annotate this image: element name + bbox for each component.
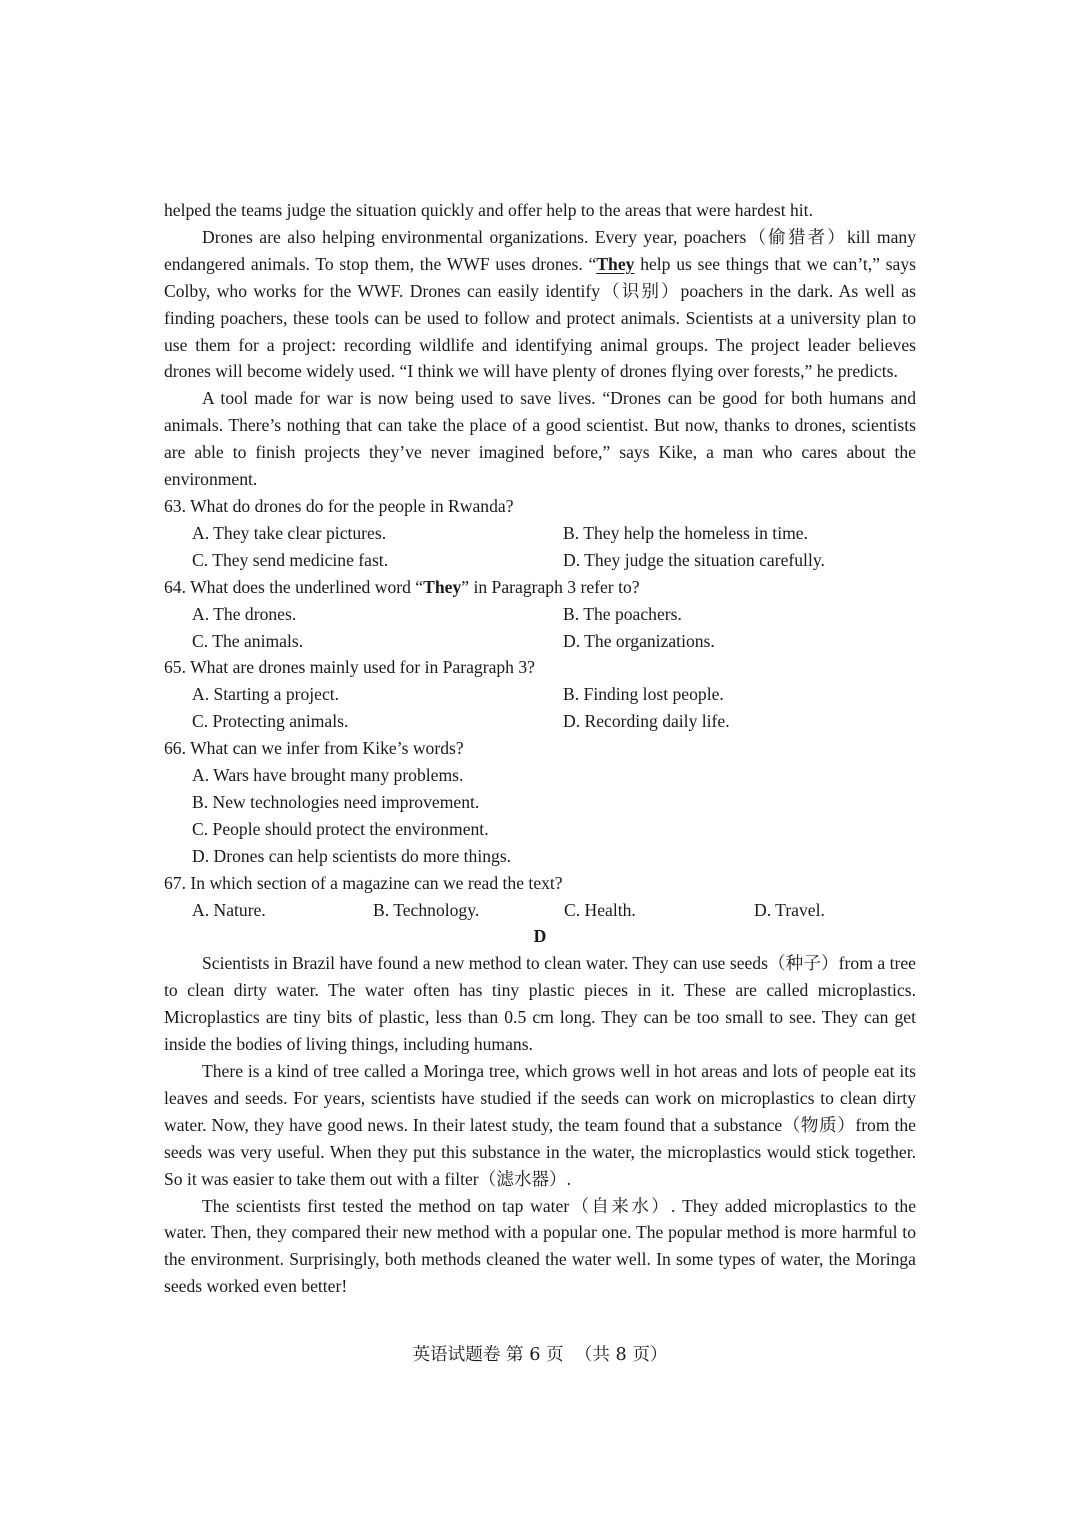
stem-text-after: ” in Paragraph 3 refer to? <box>461 576 640 597</box>
option-d[interactable]: D. They judge the situation carefully. <box>563 549 825 570</box>
question-options <box>164 601 916 655</box>
stem-text-before: 64. What does the underlined word “ <box>164 576 424 597</box>
question-stem: 65. What are drones mainly used for in Paragraph 3? <box>164 657 535 678</box>
question-65 <box>164 654 916 735</box>
paragraph-3-text-after: help us see things that we can’t,” says Colby, who works for the WWF. Drones can easily identify（识别）poachers in the dark. As well as finding poachers, these tools can be used to follow and protect animals. Scientists at a university plan to use them for a project: recording wildlife and identifying animal groups. The project leader believes drones will become widely used. “I think we will have plenty of drones flying over forests,” he predicts. <box>164 253 916 382</box>
option-a[interactable]: A. Nature. <box>192 899 266 920</box>
option-b[interactable]: B. Technology. <box>373 899 480 920</box>
option-b[interactable]: B. Finding lost people. <box>563 684 724 705</box>
exam-page-content <box>164 197 916 1300</box>
option-c[interactable]: C. People should protect the environment. <box>192 818 489 839</box>
option-b[interactable]: B. They help the homeless in time. <box>563 522 808 543</box>
passage-c-paragraph-4: A tool made for war is now being used to save lives. “Drones can be good for both humans and animals. There’s nothing that can take the place of a good scientist. But now, thanks to drones, scientists are able to finish projects they’ve never imagined before,” says Kike, a man who cares about the environment. <box>164 388 916 490</box>
option-a[interactable]: A. Wars have brought many problems. <box>192 765 464 786</box>
option-d[interactable]: D. Travel. <box>754 899 825 920</box>
option-c[interactable]: C. Protecting animals. <box>192 711 349 732</box>
option-b[interactable]: B. New technologies need improvement. <box>192 791 480 812</box>
question-options <box>164 762 916 870</box>
passage-c-paragraph-2-end: helped the teams judge the situation quickly and offer help to the areas that were hardest hit. <box>164 200 813 220</box>
option-d[interactable]: D. Recording daily life. <box>563 711 730 732</box>
question-options <box>164 520 916 574</box>
option-a[interactable]: A. Starting a project. <box>192 684 340 705</box>
option-c[interactable]: C. Health. <box>564 899 636 920</box>
question-stem <box>164 574 916 601</box>
stem-bold-word: They <box>423 576 462 597</box>
question-67 <box>164 870 916 924</box>
passage-d-paragraph-3: The scientists first tested the method on tap water（自来水）. They added microplastics to the water. Then, they compared their new method with a popular one. The popular method is more harmful to the environment. Surprisingly, both methods cleaned the water well. In some types of water, the Moringa seeds worked even better! <box>164 1195 916 1297</box>
question-63 <box>164 493 916 574</box>
underlined-word-they: They <box>596 253 635 274</box>
page-footer: 英语试题卷 第 6 页 （共 8 页） <box>412 1345 668 1365</box>
question-stem: 63. What do drones do for the people in Rwanda? <box>164 495 514 516</box>
option-b[interactable]: B. The poachers. <box>563 603 682 624</box>
passage-d-paragraph-2: There is a kind of tree called a Moringa tree, which grows well in hot areas and lots of people eat its leaves and seeds. For years, scientists have studied if the seeds can work on microplastics to clean dirty water. Now, they have good news. In their latest study, the team found that a substance（物质）from the seeds was very useful. When they put this substance in the water, the microplastics would stick together. So it was easier to take them out with a filter（滤水器）. <box>164 1061 916 1189</box>
question-stem: 66. What can we infer from Kike’s words? <box>164 738 464 759</box>
option-d[interactable]: D. The organizations. <box>563 630 715 651</box>
option-a[interactable]: A. The drones. <box>192 603 297 624</box>
option-d[interactable]: D. Drones can help scientists do more things. <box>192 845 512 866</box>
passage-c-paragraph-3 <box>164 224 916 385</box>
question-options <box>164 897 916 924</box>
question-stem: 67. In which section of a magazine can we read the text? <box>164 872 563 893</box>
question-66 <box>164 735 916 870</box>
option-c[interactable]: C. The animals. <box>192 630 304 651</box>
passage-d-paragraph-1: Scientists in Brazil have found a new method to clean water. They can use seeds（种子）from a tree to clean dirty water. The water often has tiny plastic pieces in it. These are called microplastics. Microplastics are tiny bits of plastic, less than 0.5 cm long. They can be too small to see. They can get inside the bodies of living things, including humans. <box>164 953 916 1055</box>
paragraph-3-text-before: Drones are also helping environmental organizations. Every year, poachers（偷猎者）kill many endangered animals. To stop them, the WWF uses drones. “ <box>164 226 916 274</box>
question-64 <box>164 574 916 655</box>
option-a[interactable]: A. They take clear pictures. <box>192 522 387 543</box>
question-options <box>164 681 916 735</box>
section-d-title: D <box>533 926 547 947</box>
option-c[interactable]: C. They send medicine fast. <box>192 549 389 570</box>
